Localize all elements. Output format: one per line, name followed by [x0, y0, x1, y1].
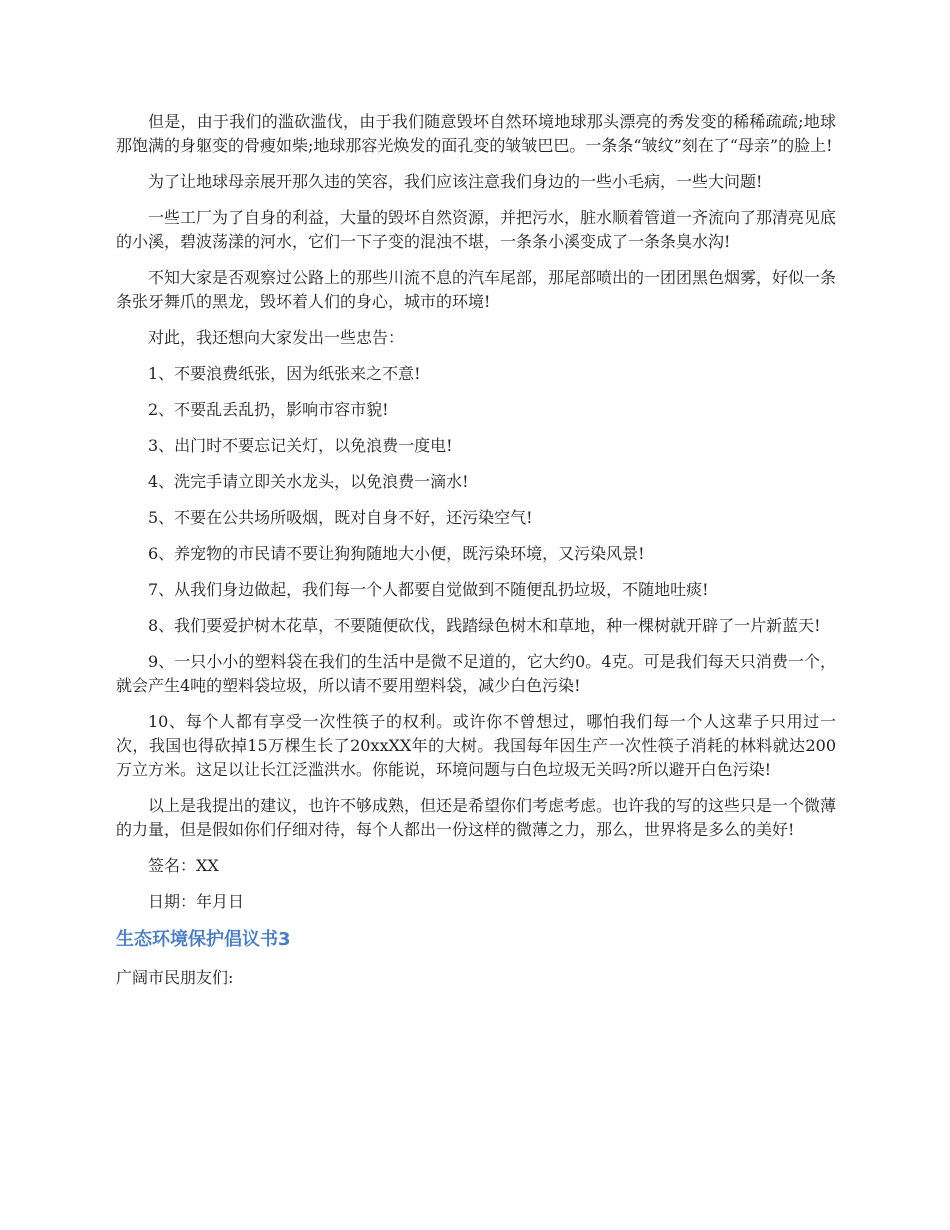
list-item-advice-10: 10、每个人都有享受一次性筷子的权利。或许你不曾想过，哪怕我们每一个人这辈子只用过一次，我国也得砍掉15万棵生长了20xxXX年的大树。我国每年因生产一次性筷子消耗的林料就达200万立方米。这足以让长江泛滥洪水。你能说，环境问题与白色垃圾无关吗?所以避开白色污染!	[116, 712, 836, 779]
list-item-advice-6: 6、养宠物的市民请不要让狗狗随地大小便，既污染环境，又污染风景!	[148, 544, 645, 563]
list-item-advice-2: 2、不要乱丢乱扔，影响市容市貌!	[148, 400, 389, 419]
paragraph-conclusion: 以上是我提出的建议，也许不够成熟，但还是希望你们考虑考虑。也许我的写的这些只是一个微薄的力量，但是假如你们仔细对待，每个人都出一份这样的微薄之力，那么，世界将是多么的美好!	[116, 796, 837, 839]
paragraph-small-problems: 为了让地球母亲展开那久违的笑容，我们应该注意我们身边的一些小毛病，一些大问题!	[148, 172, 763, 191]
paragraph-destruction-of-earth: 但是，由于我们的滥砍滥伐，由于我们随意毁坏自然环境地球那头漂亮的秀发变的稀稀疏疏;地球那饱满的身躯变的骨瘦如柴;地球那容光焕发的面孔变的皱皱巴巴。一条条“皱纹”刻在了“母亲”的脸上!	[116, 112, 836, 155]
greeting-line: 广阔市民朋友们:	[116, 968, 234, 987]
document-page	[116, 110, 836, 1002]
list-item-advice-9: 9、一只小小的塑料袋在我们的生活中是微不足道的，它大约0。4克。可是我们每天只消费一个，就会产生4吨的塑料袋垃圾，所以请不要用塑料袋，减少白色污染!	[116, 652, 836, 695]
list-item-advice-5: 5、不要在公共场所吸烟，既对自身不好，还污染空气!	[148, 508, 533, 527]
date-line: 日期：年月日	[148, 892, 245, 911]
paragraph-car-exhaust: 不知大家是否观察过公路上的那些川流不息的汽车尾部，那尾部喷出的一团团黑色烟雾，好似一条条张牙舞爪的黑龙，毁坏着人们的身心，城市的环境!	[116, 268, 837, 311]
paragraph-factory-pollution: 一些工厂为了自身的利益，大量的毁坏自然资源，并把污水，脏水顺着管道一齐流向了那清亮见底的小溪，碧波荡漾的河水，它们一下子变的混浊不堪，一条条小溪变成了一条条臭水沟!	[116, 208, 837, 251]
paragraph-advice-intro: 对此，我还想向大家发出一些忠告：	[148, 328, 405, 347]
list-item-advice-1: 1、不要浪费纸张，因为纸张来之不意!	[148, 364, 421, 383]
list-item-advice-3: 3、出门时不要忘记关灯，以免浪费一度电!	[148, 436, 453, 455]
section-heading: 生态环境保护倡议书3	[116, 929, 291, 950]
signature-line: 签名：XX	[148, 856, 219, 875]
list-item-advice-7: 7、从我们身边做起，我们每一个人都要自觉做到不随便乱扔垃圾，不随地吐痰!	[148, 580, 709, 599]
list-item-advice-4: 4、洗完手请立即关水龙头，以免浪费一滴水!	[148, 472, 469, 491]
list-item-advice-8: 8、我们要爱护树木花草，不要随便砍伐，践踏绿色树木和草地，种一棵树就开辟了一片新蓝天!	[148, 616, 821, 635]
